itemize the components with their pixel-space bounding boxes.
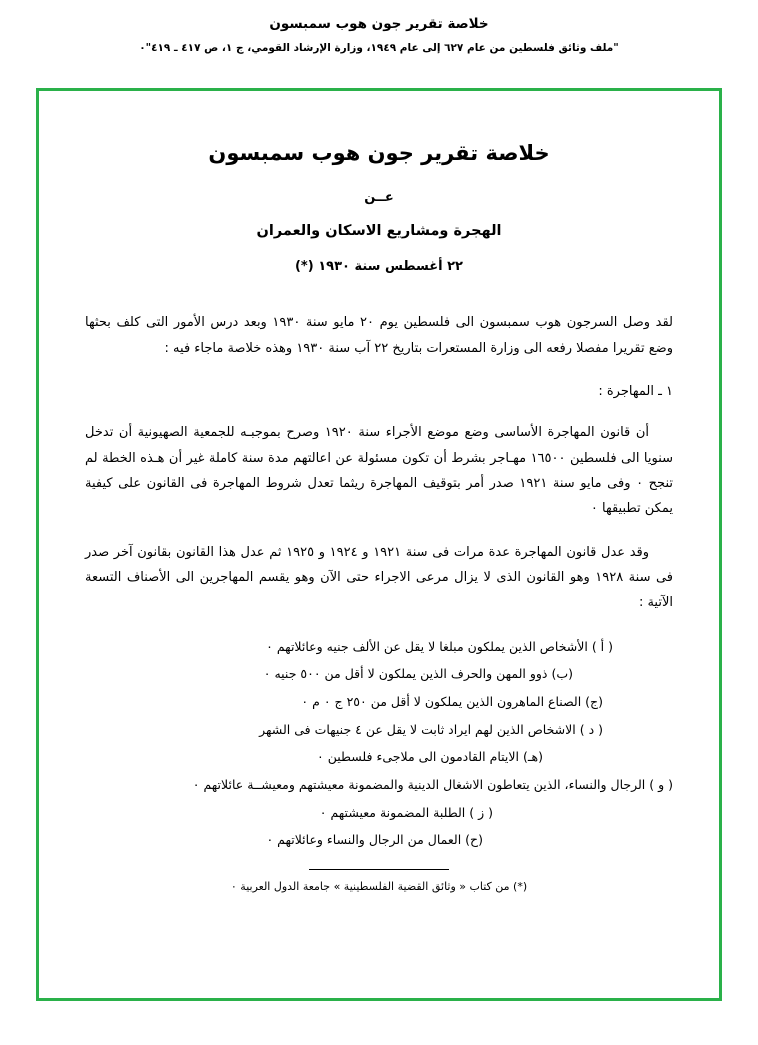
list-item: ( و ) الرجال والنساء، الذين يتعاطون الاشغال الدينية والمضمونة معيشتهم ومعيشــة عائلاتهم ٠ [192, 776, 673, 792]
document-subtitle-topic: الهجرة ومشاريع الاسكان والعمران [256, 223, 502, 240]
list-item: ( أ ) الأشخاص الذين يملكون مبلغا لا يقل عن الألف جنيه وعائلاتهم ٠ [266, 638, 613, 654]
document-body [39, 91, 719, 998]
list-item: ( ز ) الطلبة المضمونة معيشتهم ٠ [319, 804, 493, 820]
paragraph-1: أن قانون المهاجرة الأساسى وضع موضع الأجراء سنة ١٩٢٠ وصرح بموجبـه للجمعية الصهيونية أن تدخل سنويا الى فلسطين ١٦٥٠٠ مهـاجر بشرط أن تكون مسئولة عن اعالتهم مدة سنة كاملة غير أن هـذه الخطة لم تنجح ٠ وفى مايو سنة ١٩٢١ صدر أمر بتوقيف المهاجرة ريثما تعدل شروط المهاجرة فى القانون على كيفية يمكن تطبيقها ٠ [85, 425, 674, 517]
document-text [85, 310, 673, 895]
footnote-text: (*) من كتاب « وثائق القضية الفلسطينية » جامعة الدول العربية ٠ [230, 879, 528, 893]
green-border-frame [36, 88, 722, 1001]
list-item: (ب) ذوو المهن والحرف الذين يملكون لا أقل من ٥٠٠ جنيه ٠ [263, 666, 573, 682]
page-header [0, 0, 758, 56]
list-item: (ح) العمال من الرجال والنساء وعائلاتهم ٠ [266, 832, 483, 848]
document-title: خلاصة تقرير جون هوب سمبسون [208, 141, 550, 165]
footnote-divider [309, 869, 449, 870]
header-source-citation: "ملف وثائق فلسطين من عام ٦٢٧ إلى عام ١٩٤٩، وزارة الإرشاد القومي، ج ١، ص ٤١٧ ـ ٤١٩"٠ [139, 42, 619, 55]
list-item: ( د ) الاشخاص الذين لهم ايراد ثابت لا يقل عن ٤ جنيهات فى الشهر [259, 721, 603, 737]
header-title: خلاصة تقرير جون هوب سمبسون [269, 16, 489, 32]
document-date: ٢٢ أغسطس سنة ١٩٣٠ (*) [294, 259, 463, 275]
list-item: (ج) الصناع الماهرون الذين يملكون لا أقل من ٢٥٠ ج ٠ م ٠ [301, 694, 603, 710]
immigrant-categories-list [85, 634, 673, 853]
intro-paragraph: لقد وصل السرجون هوب سمبسون الى فلسطين يوم ٢٠ مايو سنة ١٩٣٠ وبعد درس الأمور التى كلف بحثها وضع تقريرا مفصلا رفعه الى وزارة المستعرات بتاريخ ٢٢ آب سنة ١٩٣٠ وهذه خلاصة ماجاء فيه : [85, 315, 673, 356]
document-subtitle-about: عــن [364, 190, 394, 206]
section-heading-immigration: ١ ـ المهاجرة : [598, 384, 673, 400]
list-item: (هـ) الايتام القادمون الى ملاجىء فلسطين ٠ [317, 749, 543, 765]
paragraph-2: وقد عدل قانون المهاجرة عدة مرات فى سنة ١٩٢١ و ١٩٢٤ و ١٩٢٥ ثم عدل هذا القانون بقانون آخر صدر فى سنة ١٩٢٨ وهو القانون الذى لا يزال مرعى الاجراء حتى الآن وهو يقسم المهاجرين الى الأصناف التسعة الآتية : [85, 544, 673, 611]
